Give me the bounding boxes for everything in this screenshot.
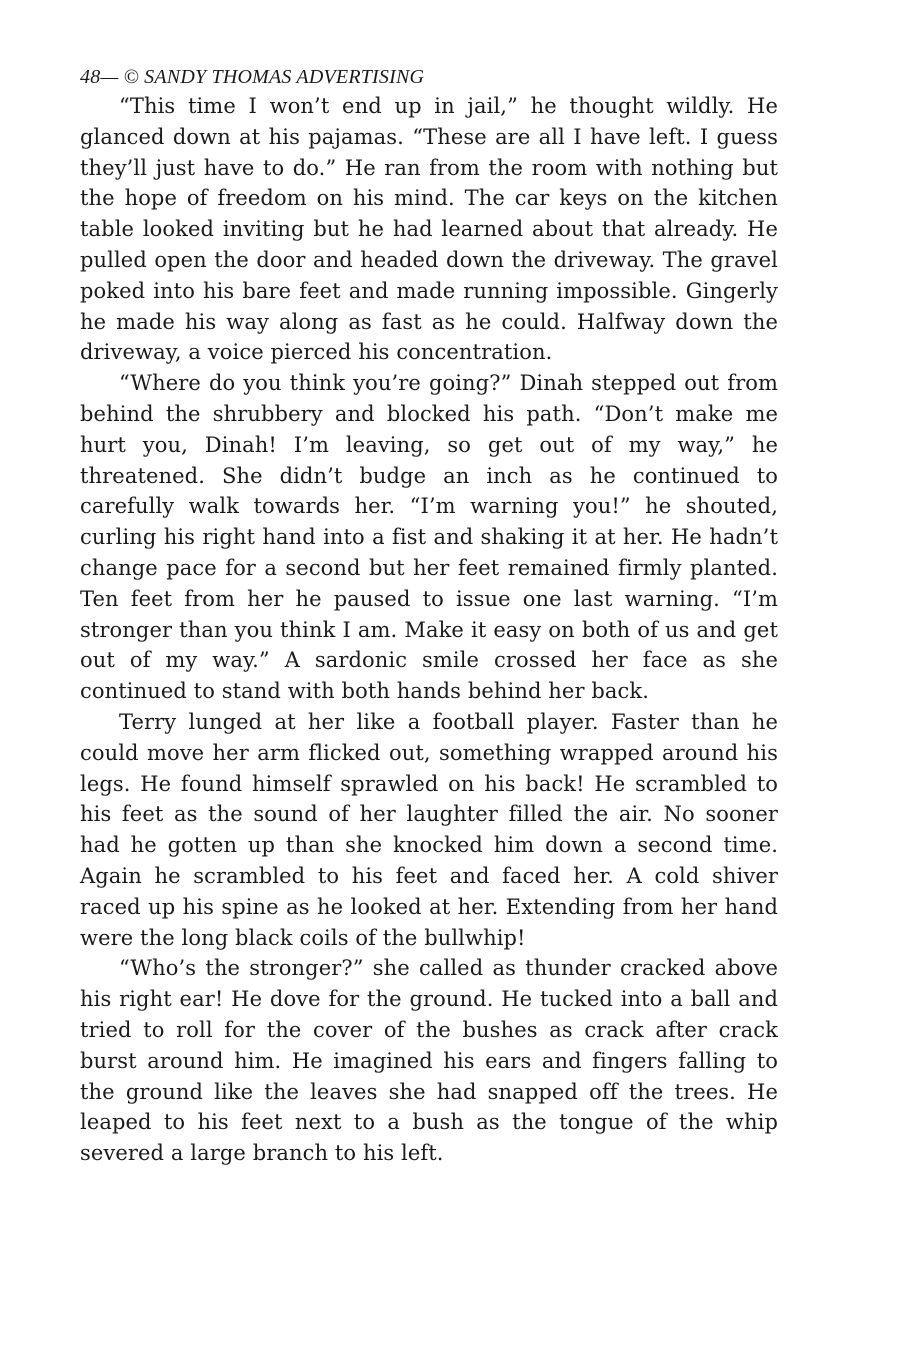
paragraph: “This time I won’t end up in jail,” he thought wildly. He glanced down at his pajamas. “These are all I have left. I guess they’ll just have to do.” He ran from the room with nothing but the hope of freedom on his mind. The car keys on the kitchen table looked inviting but he had learned about that already. He pulled open the door and headed down the driveway. The gravel poked into his bare feet and made running impossible. Gingerly he made his way along as fast as he could. Halfway down the driveway, a voice pierced his concentration. [80, 94, 778, 365]
paragraph: “Who’s the stronger?” she called as thunder cracked above his right ear! He dove for the ground. He tucked into a ball and tried to roll for the cover of the bushes as crack after crack burst around him. He imagined his ears and fingers falling to the ground like the leaves she had snapped off the trees. He leaped to his feet next to a bush as the tongue of the whip severed a large branch to his left. [80, 956, 778, 1166]
running-header: 48— © SANDY THOMAS ADVERTISING [80, 66, 425, 88]
book-page [80, 63, 778, 1169]
paragraph: “Where do you think you’re going?” Dinah stepped out from behind the shrubbery and blocked his path. “Don’t make me hurt you, Dinah! I’m leaving, so get out of my way,” he threatened. She didn’t budge an inch as he continued to carefully walk towards her. “I’m warning you!” he shouted, curling his right hand into a fist and shaking it at her. He hadn’t change pace for a second but her feet remained firmly planted. Ten feet from her he paused to issue one last warning. “I’m stronger than you think I am. Make it easy on both of us and get out of my way.” A sardonic smile crossed her face as she continued to stand with both hands behind her back. [80, 371, 778, 704]
paragraph: Terry lunged at her like a football player. Faster than he could move her arm flicked out, something wrapped around his legs. He found himself sprawled on his back! He scrambled to his feet as the sound of her laughter filled the air. No sooner had he gotten up than she knocked him down a second time. Again he scrambled to his feet and faced her. A cold shiver raced up his spine as he looked at her. Extending from her hand were the long black coils of the bullwhip! [80, 709, 778, 950]
body-text [80, 91, 778, 1169]
